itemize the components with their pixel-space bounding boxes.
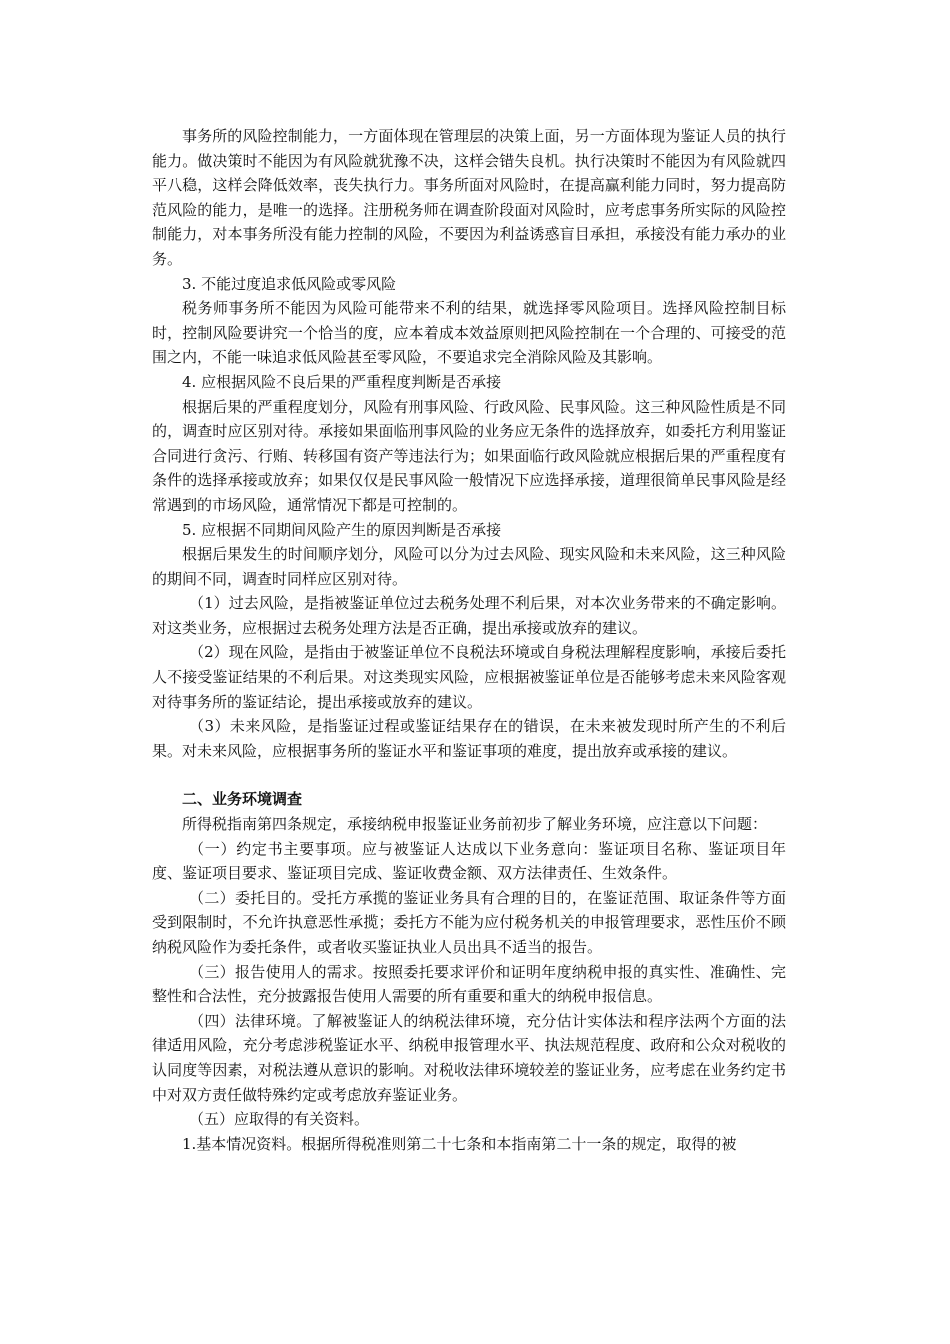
paragraph-future-risk: （3）未来风险，是指鉴证过程或鉴证结果存在的错误，在未来被发现时所产生的不利后果。对未来风险，应根据事务所的鉴证水平和鉴证事项的难度，提出放弃或承接的建议。 — [152, 717, 786, 760]
paragraph-severity: 根据后果的严重程度划分，风险有刑事风险、行政风险、民事风险。这三种风险性质是不同的，调查时应区别对待。承接如果面临刑事风险的业务应无条件的选择放弃，如委托方利用鉴证合同进行贪污、行贿、转移国有资产等违法行为；如果面临行政风险就应根据后果的严重程度有条件的选择承接或放弃；如果仅仅是民事风险一般情况下应选择承接，道理很简单民事风险是经常遇到的市场风险，通常情况下都是可控制的。 — [152, 397, 786, 514]
paragraph-article-four: 所得税指南第四条规定，承接纳税申报鉴证业务前初步了解业务环境，应注意以下问题： — [182, 815, 768, 834]
section-heading-environment: 二、业务环境调查 — [182, 790, 303, 809]
paragraph-time-order: 根据后果发生的时间顺序划分，风险可以分为过去风险、现实风险和未来风险，这三种风险的期间不同，调查时同样应区别对待。 — [152, 545, 786, 588]
paragraph-purpose: （二）委托目的。受托方承揽的鉴证业务具有合理的目的，在鉴证范围、取证条件等方面受到限制时，不允许执意恶性承揽；委托方不能为应付税务机关的申报管理要求，恶性压价不顾纳税风险作为委托条件，或者收买鉴证执业人员出具不适当的报告。 — [152, 888, 786, 956]
paragraph-present-risk: （2）现在风险，是指由于被鉴证单位不良税法环境或自身税法理解程度影响，承接后委托人不接受鉴证结果的不利后果。对这类现实风险，应根据被鉴证单位是否能够考虑未来风险客观对待事务所的鉴证结论，提出承接或放弃的建议。 — [152, 643, 786, 711]
paragraph-zero-risk: 税务师事务所不能因为风险可能带来不利的结果，就选择零风险项目。选择风险控制目标时，控制风险要讲究一个恰当的度，应本着成本效益原则把风险控制在一个合理的、可接受的范围之内，不能一味追求低风险甚至零风险，不要追求完全消除风险及其影响。 — [152, 299, 786, 367]
item-5-heading: 5. 应根据不同期间风险产生的原因判断是否承接 — [182, 520, 502, 539]
document-page — [152, 124, 786, 1156]
paragraph-user-needs: （三）报告使用人的需求。按照委托要求评价和证明年度纳税申报的真实性、准确性、完整性和合法性，充分披露报告使用人需要的所有重要和重大的纳税申报信息。 — [152, 962, 786, 1006]
paragraph-materials: （五）应取得的有关资料。 — [189, 1110, 370, 1129]
paragraph-engagement-items: （一）约定书主要事项。应与被鉴证人达成以下业务意向：鉴证项目名称、鉴证项目年度、鉴证项目要求、鉴证项目完成、鉴证收费金额、双方法律责任、生效条件。 — [152, 839, 786, 883]
item-4-heading: 4. 应根据风险不良后果的严重程度判断是否承接 — [182, 372, 502, 391]
paragraph-past-risk: （1）过去风险，是指被鉴证单位过去税务处理不利后果，对本次业务带来的不确定影响。对这类业务，应根据过去税务处理方法是否正确，提出承接或放弃的建议。 — [152, 594, 786, 637]
paragraph-basic-info: 1.基本情况资料。根据所得税准则第二十七条和本指南第二十一条的规定，取得的被 — [182, 1134, 737, 1153]
paragraph-control-ability: 事务所的风险控制能力，一方面体现在管理层的决策上面，另一方面体现为鉴证人员的执行能力。做决策时不能因为有风险就犹豫不决，这样会错失良机。执行决策时不能因为有风险就四平八稳，这样会降低效率，丧失执行力。事务所面对风险时，在提高赢利能力同时，努力提高防范风险的能力，是唯一的选择。注册税务师在调查阶段面对风险时，应考虑事务所实际的风险控制能力，对本事务所没有能力控制的风险，不要因为利益诱惑盲目承担，承接没有能力承办的业务。 — [152, 127, 786, 268]
paragraph-legal-environment: （四）法律环境。了解被鉴证人的纳税法律环境，充分估计实体法和程序法两个方面的法律适用风险，充分考虑涉税鉴证水平、纳税申报管理水平、执法规范程度、政府和公众对税收的认同度等因素，对税法遵从意识的影响。对税收法律环境较差的鉴证业务，应考虑在业务约定书中对双方责任做特殊约定或考虑放弃鉴证业务。 — [152, 1011, 786, 1104]
item-3-heading: 3. 不能过度追求低风险或零风险 — [182, 274, 397, 293]
